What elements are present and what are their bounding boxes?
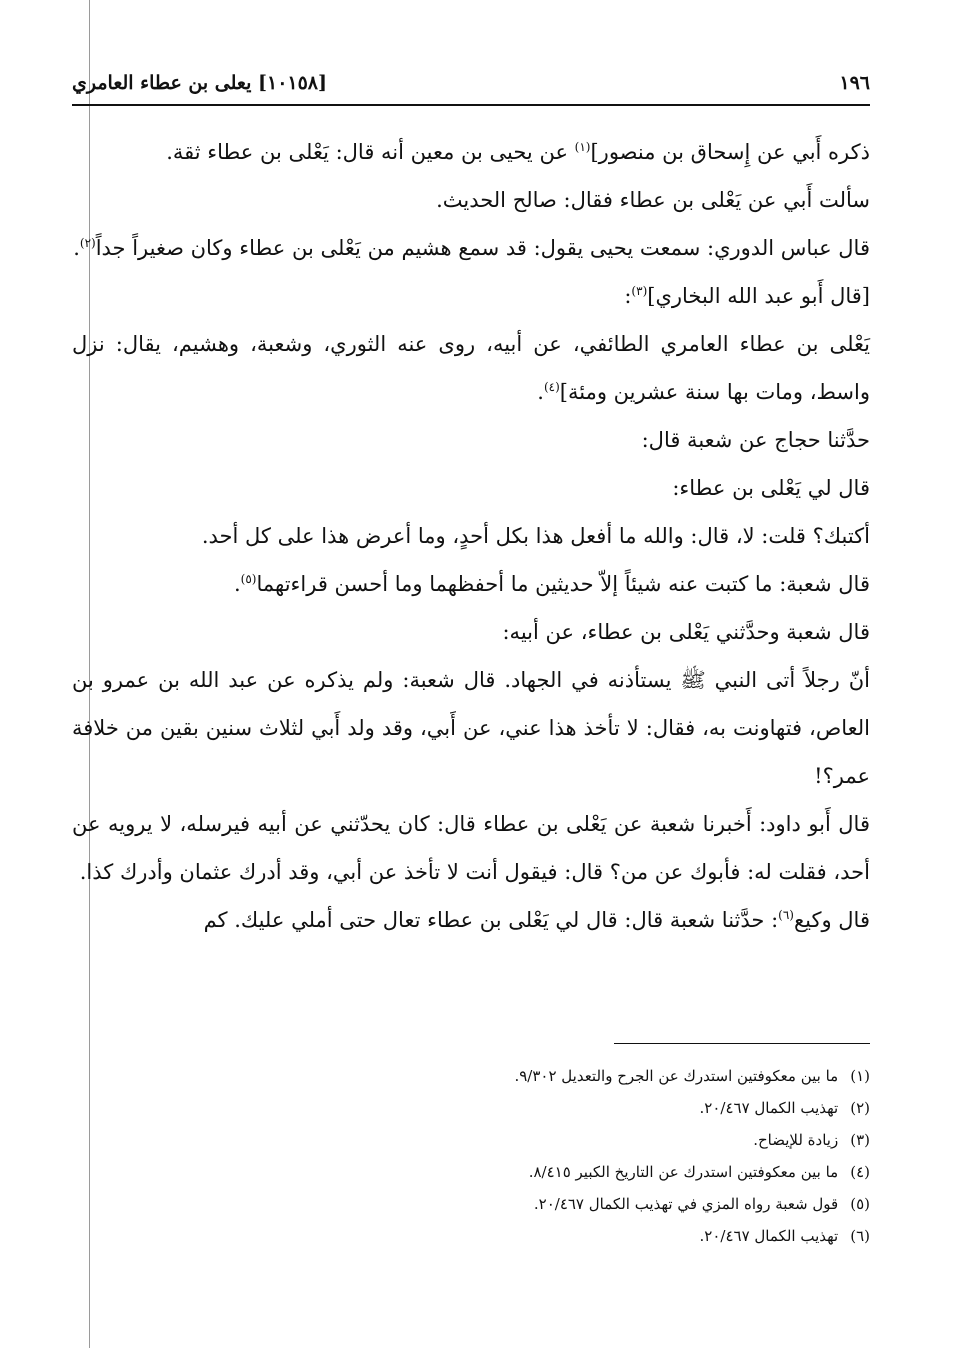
footnote [350,1092,870,1124]
footnote-ref: (٦) [778,908,794,922]
footnote [350,1060,870,1092]
paragraph: أكتبك؟ قلت: لا، قال: والله ما أفعل هذا بكل أحدٍ، وما أعرض هذا على كل أحد. [201,524,870,548]
footnote-text: زيادة للإيضاح. [753,1131,839,1149]
footnote-number: (١) [850,1067,870,1085]
footnote [350,1156,870,1188]
paragraph: يَعْلى بن عطاء العامري الطائفي، عن أبيه، روى عنه الثوري، وشعبة، وهشيم، يقال: نزل واسط، ومات بها سنة عشرين ومئة]$^{(٤)}$. [72,332,870,404]
footnote-ref: (٢) [79,236,96,250]
footnote-text: ما بين معكوفتين استدرك عن التاريخ الكبير ٨/٤١٥. [528,1163,839,1181]
paragraph: قال شعبة: ما كتبت عنه شيئاً إلاّ حديثين ما أحفظهما وما أحسن قراءتهما$^{(٥)}$. [233,572,870,596]
paragraph: ذكره أَبي عن إِسحاق بن منصور]$^{(١)}$ عن يحيى بن معين أنه قال: يَعْلى بن عطاء ثقة. [166,140,870,164]
footnote-number: (٥) [850,1195,870,1213]
paragraph: قال أَبو داود: أَخبرنا شعبة عن يَعْلى بن عطاء قال: كان يحدّثني عن أبيه فيرسله، لا يرويه عن أحد، فقلت له: فأبوك عن من؟ قال: فيقول أنت لا تأخذ عن أبي، وقد أدرك عثمان وأدرك كذا. [72,812,870,884]
footnote-rule [614,1043,870,1044]
paragraph: سألت أَبي عن يَعْلى بن عطاء فقال: صالح الحديث. [436,188,870,212]
footnote-ref: (٤) [543,380,560,394]
footnote-number: (٦) [850,1227,870,1245]
footnote-number: (٣) [850,1131,870,1149]
paragraph: قال شعبة وحدَّثني يَعْلى بن عطاء، عن أبيه: [502,620,870,644]
footnote [350,1188,870,1220]
header-rule [72,104,870,106]
main-text [72,128,870,944]
paragraph: قال لي يَعْلى بن عطاء: [672,476,870,500]
footnote [350,1220,870,1252]
footnote-ref: (١) [574,140,591,154]
page-header [72,68,870,98]
footnote-text: قول شعبة رواه المزي في تهذيب الكمال ٢٠/٤٦٧. [533,1195,839,1213]
footnote-number: (٢) [850,1099,870,1117]
footnote-text: تهذيب الكمال ٢٠/٤٦٧. [699,1227,839,1245]
paragraph: أنّ رجلاً أتى النبي ﷺ يستأذنه في الجهاد. قال شعبة: ولم يذكره عن عبد الله بن عمرو بن العاص، فتهاونت به، فقال: لا تأخذ هذا عني، عن أَبي، وقد ولد أَبي لثلاث سنين بقين من خلافة عمر؟! [72,668,870,788]
running-title: [١٠١٥٨] يعلى بن عطاء العامري [72,72,328,94]
footnotes [350,1060,870,1252]
footnote-text: تهذيب الكمال ٢٠/٤٦٧. [699,1099,839,1117]
paragraph: قال وكيع$^{(٦)}$: حدَّثنا شعبة قال: قال لي يَعْلى بن عطاء تعال حتى أملي عليك. كم [203,908,870,932]
footnote-ref: (٣) [631,284,648,298]
footnote [350,1124,870,1156]
paragraph: [قال أَبو عبد الله البخاري]$^{(٣)}$: [624,284,870,308]
footnote-number: (٤) [850,1163,870,1181]
paragraph: حدَّثنا حجاج عن شعبة قال: [641,428,870,452]
footnote-text: ما بين معكوفتين استدرك عن الجرح والتعديل ٩/٣٠٢. [514,1067,839,1085]
footnote-ref: (٥) [240,572,257,586]
page-number: ١٩٦ [839,72,870,94]
paragraph: قال عباس الدوري: سمعت يحيى يقول: قد سمع هشيم من يَعْلى بن عطاء وكان صغيراً جداً$^{(٢)}$. [73,236,870,260]
